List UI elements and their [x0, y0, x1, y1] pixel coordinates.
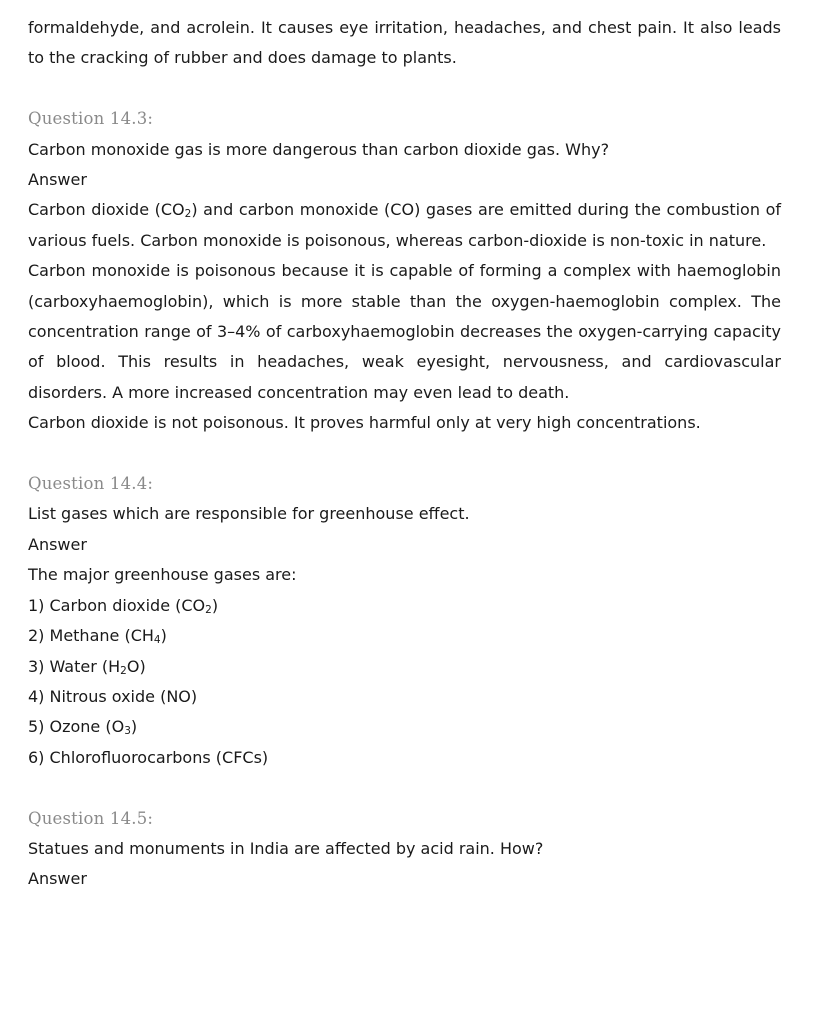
list-item	[28, 743, 781, 773]
answer-intro: The major greenhouse gases are:	[28, 565, 297, 585]
answer-label: Answer	[28, 869, 87, 889]
section-gap	[28, 773, 781, 803]
question-heading: Question 14.3:	[28, 109, 154, 129]
question-text: Carbon monoxide gas is more dangerous than carbon dioxide gas. Why?	[28, 139, 610, 159]
subscript: 3	[124, 725, 131, 738]
subscript: 2	[120, 664, 127, 677]
list-item-text: )	[160, 626, 167, 646]
list-item-text: 4) Nitrous oxide (NO)	[28, 686, 198, 706]
list-item	[28, 591, 781, 621]
question-text: List gases which are responsible for greenhouse effect.	[28, 504, 470, 524]
list-item-text: 2) Methane (CH	[28, 626, 154, 646]
subscript: 2	[184, 208, 192, 221]
answer-label: Answer	[28, 170, 87, 190]
subscript: 4	[153, 634, 161, 647]
answer-paragraph: Carbon dioxide is not poisonous. It proves harmful only at very high concentrations.	[28, 413, 701, 433]
list-item-text: O)	[126, 656, 146, 676]
answer-label: Answer	[28, 534, 87, 554]
question-14-5-section	[28, 804, 781, 895]
list-item-text: 5) Ozone (O	[28, 717, 125, 737]
question-14-3-section	[28, 104, 781, 438]
list-item	[28, 712, 781, 742]
answer-text: Carbon dioxide (CO	[28, 200, 185, 220]
list-item-text: )	[130, 717, 138, 737]
question-heading: Question 14.5:	[28, 808, 154, 828]
subscript: 2	[205, 603, 212, 616]
document-page	[28, 13, 781, 895]
list-item	[28, 621, 781, 651]
list-item	[28, 652, 781, 682]
answer-paragraph: Carbon monoxide is poisonous because it is capable of forming a complex with haemoglobin (carboxyhaemoglobin), which is more stable than the oxygen-haemoglobin complex. The concentration range of 3–4% of carboxyhaemoglobin decreases the oxygen-carrying capacity of blood. This results in headaches, weak eyesight, nervousness, and cardiovascular disorders. A more increased concentration may even lead to death.	[28, 261, 781, 402]
list-item	[28, 682, 781, 712]
question-14-4-section	[28, 469, 781, 773]
intro-paragraph: formaldehyde, and acrolein. It causes eye irritation, headaches, and chest pain. It also leads to the cracking of rubber and does damage to plants.	[28, 18, 781, 68]
list-item-text: 6) Chlorofluorocarbons (CFCs)	[28, 747, 269, 767]
list-item-text: )	[211, 595, 219, 615]
question-text: Statues and monuments in India are affected by acid rain. How?	[28, 838, 544, 858]
list-item-text: 1) Carbon dioxide (CO	[28, 595, 206, 615]
list-item-text: 3) Water (H	[28, 656, 121, 676]
question-heading: Question 14.4:	[28, 474, 154, 494]
answer-text: ) and carbon monoxide (CO) gases are emitted during the combustion of various fuels. Carbon monoxide is poisonous, whereas carbon-dioxide is non-toxic in nature.	[28, 200, 781, 250]
section-gap	[28, 74, 781, 104]
answer-paragraph	[28, 195, 781, 256]
section-gap	[28, 439, 781, 469]
